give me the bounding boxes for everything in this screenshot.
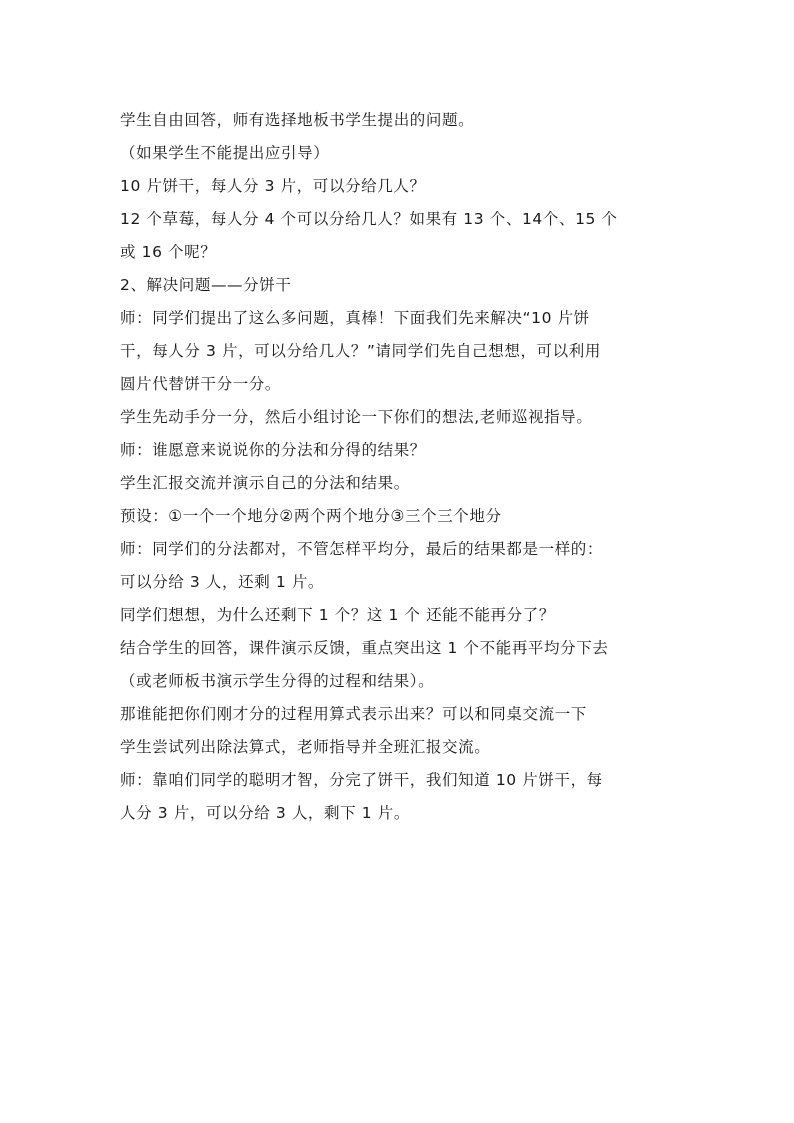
text-line: 师：靠咱们同学的聪明才智，分完了饼干，我们知道 10 片饼干，每 bbox=[120, 771, 603, 789]
text-line: 结合学生的回答，课件演示反馈，重点突出这 1 个不能再平均分下去 bbox=[120, 639, 609, 657]
text-line: 学生自由回答，师有选择地板书学生提出的问题。 bbox=[120, 111, 475, 129]
text-line: （如果学生不能提出应引导） bbox=[120, 144, 330, 162]
document-body bbox=[120, 104, 680, 830]
text-line: 那谁能把你们刚才分的过程用算式表示出来？可以和同桌交流一下 bbox=[120, 705, 587, 723]
text-line: 可以分给 3 人，还剩 1 片。 bbox=[120, 573, 325, 591]
text-line: （或老师板书演示学生分得的过程和结果）。 bbox=[120, 672, 435, 690]
text-line: 12 个草莓，每人分 4 个可以分给几人？如果有 13 个、14个、15 个 bbox=[120, 210, 618, 228]
text-line: 师：同学们的分法都对，不管怎样平均分，最后的结果都是一样的： bbox=[120, 540, 604, 558]
text-line: 师：同学们提出了这么多问题，真棒！下面我们先来解决“10 片饼 bbox=[120, 309, 590, 327]
text-line: 10 片饼干，每人分 3 片，可以分给几人？ bbox=[120, 177, 426, 195]
text-line: 预设：①一个一个地分②两个两个地分③三个三个地分 bbox=[120, 507, 502, 525]
section-heading: 2、解决问题——分饼干 bbox=[120, 276, 292, 294]
text-line: 师：谁愿意来说说你的分法和分得的结果？ bbox=[120, 441, 426, 459]
text-line: 学生先动手分一分，然后小组讨论一下你们的想法,老师巡视指导。 bbox=[120, 408, 593, 426]
text-line: 学生汇报交流并演示自己的分法和结果。 bbox=[120, 474, 410, 492]
text-line: 或 16 个呢？ bbox=[120, 243, 217, 261]
text-line: 学生尝试列出除法算式，老师指导并全班汇报交流。 bbox=[120, 738, 491, 756]
text-line: 同学们想想，为什么还剩下 1 个？这 1 个 还能不能再分了？ bbox=[120, 606, 555, 624]
text-line: 干，每人分 3 片，可以分给几人？”请同学们先自己想想，可以利用 bbox=[120, 342, 601, 360]
text-line: 圆片代替饼干分一分。 bbox=[120, 375, 282, 393]
text-line: 人分 3 片，可以分给 3 人，剩下 1 片。 bbox=[120, 804, 410, 822]
